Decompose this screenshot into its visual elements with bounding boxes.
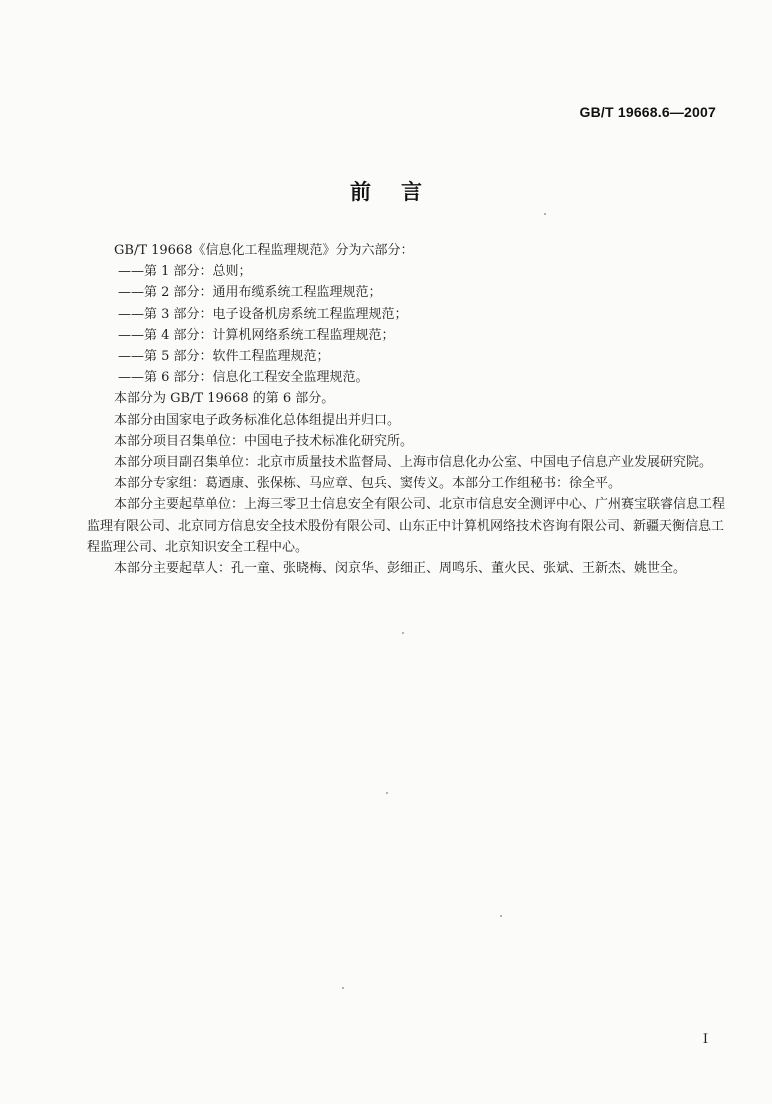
part-statement-paragraph: 本部分为 GB/T 19668 的第 6 部分。 [114, 391, 335, 407]
scan-speck [342, 987, 344, 989]
list-item-part-1: ——第 1 部分：总则； [118, 264, 252, 280]
list-item-part-5: ——第 5 部分：软件工程监理规范； [118, 349, 330, 365]
list-item-part-6: ——第 6 部分：信息化工程安全监理规范。 [118, 370, 369, 386]
scan-speck [500, 915, 502, 917]
list-item-part-3: ——第 3 部分：电子设备机房系统工程监理规范； [118, 306, 408, 322]
scan-speck [402, 632, 404, 634]
expert-group-paragraph: 本部分专家组：葛迺康、张保栋、马应章、包兵、窦传义。本部分工作组秘书：徐全平。 [114, 476, 622, 492]
drafters-paragraph: 本部分主要起草人：孔一童、张晓梅、闵京华、彭细正、周鸣乐、董火民、张斌、王新杰、姚世全。 [114, 561, 687, 577]
section-title: 前言 [350, 180, 452, 204]
list-item-part-2: ——第 2 部分：通用布缆系统工程监理规范； [118, 285, 382, 301]
intro-paragraph: GB/T 19668《信息化工程监理规范》分为六部分： [114, 243, 414, 258]
drafting-units-paragraph: 本部分主要起草单位：上海三零卫士信息安全有限公司、北京市信息安全测评中心、广州赛宝联睿信息工程监理有限公司、北京同方信息安全技术股份有限公司、山东正中计算机网络技术咨询有限公司、新疆天衡信息工程监理公司、北京知识安全工程中心。 [87, 497, 726, 555]
standard-number: GB/T 19668.6—2007 [579, 104, 716, 120]
proposer-paragraph: 本部分由国家电子政务标准化总体组提出并归口。 [114, 412, 401, 428]
convener-paragraph: 本部分项目召集单位：中国电子技术标准化研究所。 [114, 433, 414, 449]
list-item-part-4: ——第 4 部分：计算机网络系统工程监理规范； [118, 327, 395, 343]
foreword-body [87, 240, 727, 579]
scan-speck [544, 213, 546, 215]
page-number: I [702, 1032, 708, 1047]
scan-speck [386, 792, 388, 794]
vice-convener-paragraph: 本部分项目副召集单位：北京市质量技术监督局、上海市信息化办公室、中国电子信息产业发展研究院。 [114, 455, 713, 471]
